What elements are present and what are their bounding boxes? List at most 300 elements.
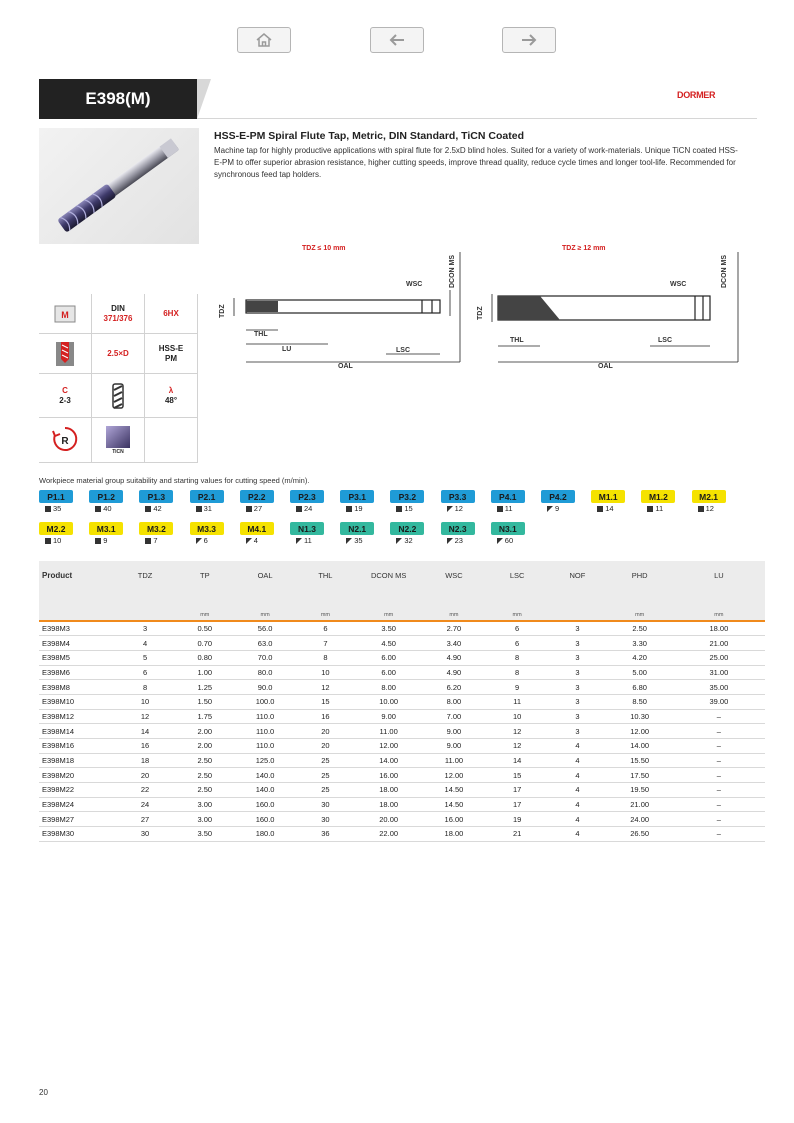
material-code-chip: M3.3 [190, 522, 224, 535]
table-cell: 11 [486, 694, 548, 709]
product-code-cell: E398M18 [39, 753, 115, 768]
arrow-left-icon [388, 33, 406, 47]
technical-drawing-large-tap [470, 238, 750, 378]
cutting-speed-value [692, 504, 726, 513]
table-row [39, 694, 765, 709]
table-cell: 6 [486, 636, 548, 651]
material-code-chip: P3.3 [441, 490, 475, 503]
table-cell: 30 [295, 797, 355, 812]
table-cell: 0.80 [175, 650, 235, 665]
material-code-chip: M2.1 [692, 490, 726, 503]
material-code-chip: N2.3 [441, 522, 475, 535]
table-cell: 18 [115, 753, 174, 768]
table-cell: 3 [548, 724, 606, 739]
material-group-p3-1 [340, 490, 374, 513]
table-cell: 21.00 [607, 797, 673, 812]
triangle-marker-icon [447, 538, 453, 544]
cutting-speed-text: 35 [354, 536, 363, 545]
table-row [39, 680, 765, 695]
table-cell: 9.00 [422, 724, 486, 739]
material-group-p2-3 [290, 490, 324, 513]
material-group-n1-3 [290, 522, 324, 545]
thl-label-large: THL [510, 337, 524, 344]
triangle-marker-icon [346, 538, 352, 544]
material-group-m3-2 [139, 522, 173, 545]
column-header: TP [199, 570, 210, 580]
table-cell: 3 [548, 680, 606, 695]
product-code-cell: E398M14 [39, 724, 115, 739]
table-cell: 110.0 [235, 739, 295, 754]
table-cell: 14.00 [356, 753, 422, 768]
table-cell: 63.0 [235, 636, 295, 651]
material-group-n2-1 [340, 522, 374, 545]
cutting-speed-text: 40 [103, 504, 112, 513]
table-row [39, 636, 765, 651]
table-cell: 56.0 [235, 621, 295, 636]
square-marker-icon [45, 506, 51, 512]
table-cell: 27 [115, 812, 174, 827]
cutting-speed-value [290, 536, 324, 545]
table-cell: 12.00 [356, 739, 422, 754]
material-code-chip: M1.1 [591, 490, 625, 503]
table-cell: 3 [548, 694, 606, 709]
table-cell: 14 [115, 724, 174, 739]
table-cell: 12 [486, 724, 548, 739]
table-cell: 8 [115, 680, 174, 695]
table-cell: 4.20 [607, 650, 673, 665]
table-cell: 4 [548, 739, 606, 754]
product-code-cell: E398M16 [39, 739, 115, 754]
material-code-chip: N1.3 [290, 522, 324, 535]
table-unit-row [39, 589, 765, 621]
material-code-chip: P1.1 [39, 490, 73, 503]
cutting-speed-value [240, 504, 274, 513]
table-cell: 18.00 [356, 797, 422, 812]
spiral-flute-icon [92, 374, 145, 418]
product-code-title: E398(M) [39, 79, 197, 119]
column-header: NOF [569, 570, 586, 580]
table-cell: 17 [486, 797, 548, 812]
thl-label: THL [254, 331, 268, 338]
thread-type-m-icon [39, 294, 92, 334]
table-cell: 3.00 [175, 812, 235, 827]
table-cell: 2.00 [175, 724, 235, 739]
square-marker-icon [396, 506, 402, 512]
table-row [39, 724, 765, 739]
table-cell: 1.00 [175, 665, 235, 680]
table-cell: 7.00 [422, 709, 486, 724]
table-cell: 3 [548, 621, 606, 636]
table-cell: 25 [295, 753, 355, 768]
cutting-speed-text: 42 [153, 504, 162, 513]
product-code-cell: E398M5 [39, 650, 115, 665]
square-marker-icon [246, 506, 252, 512]
product-photo [39, 128, 199, 244]
square-marker-icon [597, 506, 603, 512]
product-code-cell: E398M6 [39, 665, 115, 680]
lsc-label: LSC [396, 347, 410, 354]
table-cell: 90.0 [235, 680, 295, 695]
cutting-speed-text: 9 [555, 504, 560, 513]
square-marker-icon [647, 506, 653, 512]
table-cell: 100.0 [235, 694, 295, 709]
square-marker-icon [145, 506, 151, 512]
material-code-chip: P2.2 [240, 490, 274, 503]
cutting-speed-text: 14 [605, 504, 614, 513]
home-button[interactable] [237, 27, 291, 53]
cutting-speed-value [190, 504, 224, 513]
column-header: LU [714, 570, 724, 580]
unit-cell [39, 589, 115, 621]
table-cell: – [673, 783, 765, 798]
svg-text:M: M [61, 309, 69, 320]
material-code-chip: N2.2 [390, 522, 424, 535]
unit-cell [548, 589, 606, 621]
cutting-speed-value [541, 504, 575, 513]
table-cell: 24 [115, 797, 174, 812]
table-cell: 6.00 [356, 650, 422, 665]
material-code-chip: P4.2 [541, 490, 575, 503]
table-cell: 12.00 [422, 768, 486, 783]
table-cell: 2.50 [175, 783, 235, 798]
table-cell: 0.50 [175, 621, 235, 636]
table-cell: 4 [548, 827, 606, 842]
table-cell: 3 [115, 621, 174, 636]
chamfer-icon: C 2-3 [39, 374, 92, 418]
table-cell: 15 [486, 768, 548, 783]
table-cell: 17 [486, 783, 548, 798]
cutting-speed-text: 24 [304, 504, 313, 513]
column-header: DCON MS [370, 570, 407, 580]
title-divider [197, 118, 757, 119]
cutting-speed-text: 11 [504, 504, 513, 513]
table-cell: 15 [295, 694, 355, 709]
cutting-speed-text: 10 [53, 536, 62, 545]
cutting-speed-text: 31 [203, 504, 212, 513]
table-cell: – [673, 753, 765, 768]
table-cell: 6 [115, 665, 174, 680]
cutting-speed-text: 15 [404, 504, 413, 513]
cutting-speed-value [491, 536, 525, 545]
table-cell: 3 [548, 636, 606, 651]
material-group-p2-2 [240, 490, 274, 513]
table-cell: 25 [295, 768, 355, 783]
table-cell: 6.00 [356, 665, 422, 680]
cutting-speed-value [390, 536, 424, 545]
table-cell: 22.00 [356, 827, 422, 842]
table-cell: 21.00 [673, 636, 765, 651]
cutting-speed-value [240, 536, 274, 545]
table-cell: 7 [295, 636, 355, 651]
table-row [39, 753, 765, 768]
cutting-speed-text: 32 [404, 536, 413, 545]
table-cell: 6 [486, 621, 548, 636]
table-cell: 5.00 [607, 665, 673, 680]
table-cell: 3.50 [356, 621, 422, 636]
material-code-chip: P2.3 [290, 490, 324, 503]
table-cell: 15.50 [607, 753, 673, 768]
table-cell: – [673, 797, 765, 812]
drawing-title-large: TDZ ≥ 12 mm [562, 245, 606, 252]
table-cell: 125.0 [235, 753, 295, 768]
square-marker-icon [145, 538, 151, 544]
square-marker-icon [95, 538, 101, 544]
table-cell: 16 [295, 709, 355, 724]
arrow-right-icon [520, 33, 538, 47]
table-cell: 8.00 [422, 694, 486, 709]
material-code-chip: N3.1 [491, 522, 525, 535]
table-cell: 3.40 [422, 636, 486, 651]
triangle-marker-icon [547, 506, 553, 512]
table-cell: 26.50 [607, 827, 673, 842]
product-code-cell: E398M8 [39, 680, 115, 695]
material-group-n2-3 [441, 522, 475, 545]
table-cell: 19 [486, 812, 548, 827]
table-header-row [39, 561, 765, 589]
table-row [39, 827, 765, 842]
coating-icon [92, 418, 145, 463]
table-cell: 110.0 [235, 724, 295, 739]
table-cell: 17.50 [607, 768, 673, 783]
table-cell: 3.30 [607, 636, 673, 651]
table-cell: 25.00 [673, 650, 765, 665]
table-cell: 36 [295, 827, 355, 842]
table-cell: 20 [295, 739, 355, 754]
cutting-speed-value [591, 504, 625, 513]
table-cell: 160.0 [235, 812, 295, 827]
svg-text:TiCN: TiCN [112, 449, 124, 455]
cutting-speed-text: 35 [53, 504, 62, 513]
material-group-m3-3 [190, 522, 224, 545]
table-cell: 2.00 [175, 739, 235, 754]
unit-cell: mm [175, 589, 235, 621]
right-hand-icon [39, 418, 92, 463]
cutting-speed-value [39, 504, 73, 513]
table-cell: 16 [115, 739, 174, 754]
unit-cell [115, 589, 174, 621]
lsc-label-large: LSC [658, 337, 672, 344]
material-code-chip: N2.1 [340, 522, 374, 535]
table-row [39, 621, 765, 636]
table-cell: 25 [295, 783, 355, 798]
tap-flute-large [498, 296, 560, 320]
table-cell: 8 [486, 665, 548, 680]
material-code-chip: M1.2 [641, 490, 675, 503]
dcon-label: DCON MS [449, 254, 456, 288]
table-cell: 16.00 [422, 812, 486, 827]
material-group-m1-2 [641, 490, 675, 513]
table-body [39, 621, 765, 841]
table-cell: 6 [295, 621, 355, 636]
table-cell: 14.00 [607, 739, 673, 754]
cutting-speed-text: 12 [454, 504, 463, 513]
table-cell: 0.70 [175, 636, 235, 651]
cutting-speed-text: 19 [354, 504, 363, 513]
tdz-label: TDZ [219, 304, 226, 318]
table-cell: 2.50 [175, 753, 235, 768]
cutting-speed-value [390, 504, 424, 513]
table-cell: 8.50 [607, 694, 673, 709]
material-group-p1-1 [39, 490, 73, 513]
table-cell: 19.50 [607, 783, 673, 798]
table-cell: 3.50 [175, 827, 235, 842]
material-group-p1-2 [89, 490, 123, 513]
table-cell: 8 [295, 650, 355, 665]
material-group-n2-2 [390, 522, 424, 545]
table-cell: 3 [548, 665, 606, 680]
cutting-speed-value [89, 504, 123, 513]
table-row [39, 783, 765, 798]
table-cell: 30 [295, 812, 355, 827]
tolerance-icon: 6HX [145, 294, 198, 334]
table-row [39, 797, 765, 812]
table-cell: – [673, 812, 765, 827]
table-cell: 80.0 [235, 665, 295, 680]
table-cell: 14 [486, 753, 548, 768]
table-cell: 22 [115, 783, 174, 798]
table-cell: 9.00 [422, 739, 486, 754]
unit-cell: mm [235, 589, 295, 621]
material-code-chip: M3.2 [139, 522, 173, 535]
product-code-cell: E398M24 [39, 797, 115, 812]
material-group-m2-1 [692, 490, 726, 513]
brand-logo: DORMER [677, 90, 716, 100]
product-description-text: Machine tap for highly productive applications with spiral flute for 2.5xD blind holes. Suited for a variety of work-materials. Unique TiCN coated HSS-E-PM to offer superior abrasion resistance, higher cutting speeds, improve thread quality, reduce cycle times and longer tool-life. Recommended for synchronous feed tap holders. [214, 146, 738, 179]
product-spec-table [39, 561, 765, 842]
table-cell: – [673, 768, 765, 783]
back-button[interactable] [370, 27, 424, 53]
table-cell: – [673, 709, 765, 724]
cutting-speed-value [340, 536, 374, 545]
square-marker-icon [45, 538, 51, 544]
table-cell: 6.20 [422, 680, 486, 695]
material-code-chip: M2.2 [39, 522, 73, 535]
cutting-speed-text: 23 [454, 536, 463, 545]
cutting-speed-value [139, 504, 173, 513]
table-cell: 4 [548, 783, 606, 798]
table-cell: 30 [115, 827, 174, 842]
column-header: OAL [257, 570, 273, 580]
square-marker-icon [296, 506, 302, 512]
table-cell: 18.00 [356, 783, 422, 798]
tdz-label-large: TDZ [477, 306, 484, 320]
triangle-marker-icon [396, 538, 402, 544]
feature-icon-grid [39, 294, 199, 463]
cutting-speed-text: 27 [253, 504, 263, 513]
material-code-chip: P3.1 [340, 490, 374, 503]
depth-icon: 2.5×D [92, 334, 145, 374]
table-cell: 11.00 [356, 724, 422, 739]
square-marker-icon [346, 506, 352, 512]
table-cell: 18.00 [422, 827, 486, 842]
table-cell: 1.25 [175, 680, 235, 695]
column-header: Product [42, 570, 73, 580]
page-number: 20 [39, 1088, 48, 1097]
column-header: THL [318, 570, 333, 580]
cutting-speed-text: 11 [304, 536, 312, 545]
product-code-cell: E398M20 [39, 768, 115, 783]
material-code-chip: M4.1 [240, 522, 274, 535]
table-cell: 3 [548, 650, 606, 665]
drawing-title-small: TDZ ≤ 10 mm [302, 245, 346, 252]
product-code-cell: E398M4 [39, 636, 115, 651]
table-cell: 140.0 [235, 783, 295, 798]
table-cell: 10 [115, 694, 174, 709]
table-cell: 6.80 [607, 680, 673, 695]
table-cell: 1.75 [175, 709, 235, 724]
wsc-label: WSC [406, 281, 423, 288]
table-cell: 2.50 [607, 621, 673, 636]
unit-cell: mm [295, 589, 355, 621]
table-cell: 10 [295, 665, 355, 680]
table-cell: 140.0 [235, 768, 295, 783]
wsc-label-large: WSC [670, 281, 687, 288]
cutting-speed-text: 4 [253, 536, 258, 545]
din-standard-icon: DIN 371/376 [92, 294, 145, 334]
cutting-speed-value [441, 504, 475, 513]
table-cell: 1.50 [175, 694, 235, 709]
unit-cell: mm [673, 589, 765, 621]
table-row [39, 768, 765, 783]
material-code-chip: P2.1 [190, 490, 224, 503]
triangle-marker-icon [196, 538, 202, 544]
table-cell: 8.00 [356, 680, 422, 695]
blind-hole-icon [39, 334, 92, 374]
table-cell: 4 [548, 753, 606, 768]
table-cell: 20.00 [356, 812, 422, 827]
column-header: PHD [631, 570, 648, 580]
table-cell: 4 [548, 797, 606, 812]
table-cell: 14.50 [422, 783, 486, 798]
material-group-m3-1 [89, 522, 123, 545]
empty-icon-cell [145, 418, 198, 463]
material-group-m1-1 [591, 490, 625, 513]
cutting-speed-value [441, 536, 475, 545]
table-cell: 9 [486, 680, 548, 695]
triangle-marker-icon [246, 538, 252, 544]
column-header: LSC [509, 570, 525, 580]
product-code-cell: E398M10 [39, 694, 115, 709]
material-group-p3-2 [390, 490, 424, 513]
technical-drawing-small-tap [210, 238, 472, 378]
table-cell: 21 [486, 827, 548, 842]
table-cell: 2.70 [422, 621, 486, 636]
material-code-chip: P3.2 [390, 490, 424, 503]
product-code-cell: E398M12 [39, 709, 115, 724]
table-cell: 4 [548, 812, 606, 827]
cutting-speed-text: 7 [153, 536, 158, 545]
home-icon [255, 32, 273, 48]
material-code-chip: P1.3 [139, 490, 173, 503]
table-cell: 39.00 [673, 694, 765, 709]
table-cell: – [673, 739, 765, 754]
unit-cell: mm [486, 589, 548, 621]
table-cell: 180.0 [235, 827, 295, 842]
unit-cell: mm [607, 589, 673, 621]
forward-button[interactable] [502, 27, 556, 53]
table-cell: 12 [486, 739, 548, 754]
table-row [39, 812, 765, 827]
table-cell: 70.0 [235, 650, 295, 665]
table-cell: 20 [115, 768, 174, 783]
table-cell: 14.50 [422, 797, 486, 812]
table-row [39, 665, 765, 680]
table-cell: – [673, 827, 765, 842]
cutting-speed-value [491, 504, 525, 513]
triangle-marker-icon [296, 538, 302, 544]
cutting-speed-value [190, 536, 224, 545]
table-cell: 3 [548, 709, 606, 724]
